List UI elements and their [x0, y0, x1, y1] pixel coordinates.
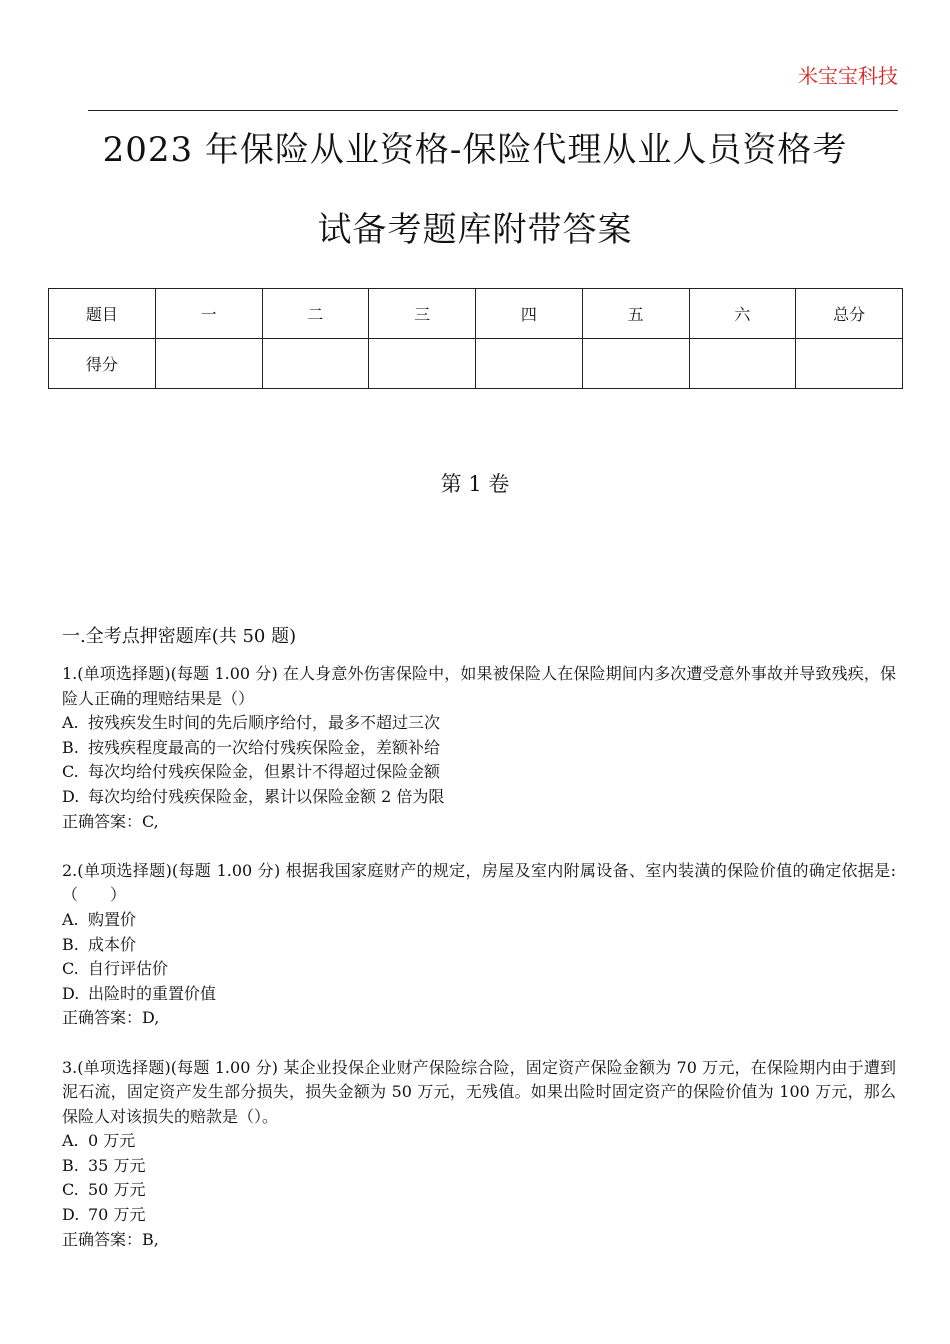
option-a: [62, 1129, 896, 1154]
option-text: 成本价: [88, 934, 137, 954]
volume-label: 第 1 卷: [440, 472, 510, 496]
option-c: [62, 760, 896, 785]
option-text: 每次均给付残疾保险金，但累计不得超过保险金额: [88, 762, 441, 782]
option-text: 按残疾发生时间的先后顺序给付，最多不超过三次: [88, 713, 441, 733]
correct-answer: 正确答案：B,: [62, 1229, 159, 1249]
question-stem: 1.(单项选择题)(每题 1.00 分) 在人身意外伤害保险中，如果被保险人在保险期间内多次遭受意外事故并导致残疾，保险人正确的理赔结果是（）: [62, 664, 896, 708]
brand-label: 米宝宝科技: [798, 64, 898, 88]
option-a: [62, 711, 896, 736]
score-table-header-row: [49, 289, 903, 339]
option-c: [62, 957, 896, 982]
option-c: [62, 1178, 896, 1203]
option-key: A.: [62, 1131, 79, 1151]
option-d: [62, 982, 896, 1007]
option-text: 每次均给付残疾保险金，累计以保险金额 2 倍为限: [88, 786, 445, 806]
option-key: A.: [62, 909, 79, 929]
option-text: 购置价: [88, 909, 137, 929]
score-header-cell: 题目: [49, 289, 156, 339]
score-value-cell: [155, 339, 262, 389]
option-d: [62, 1203, 896, 1228]
option-text: 按残疾程度最高的一次给付残疾保险金，差额补给: [88, 737, 441, 757]
option-key: D.: [62, 786, 80, 806]
title-line-2: 试备考题库附带答案: [317, 210, 633, 250]
score-value-cell: [476, 339, 583, 389]
option-b: [62, 1154, 896, 1179]
option-d: [62, 785, 896, 810]
option-a: [62, 908, 896, 933]
option-key: D.: [62, 983, 80, 1003]
option-text: 70 万元: [88, 1205, 146, 1225]
option-text: 自行评估价: [88, 959, 169, 979]
option-key: C.: [62, 1180, 79, 1200]
question-1: [62, 662, 896, 834]
correct-answer: 正确答案：C,: [62, 811, 159, 831]
question-2: [62, 859, 896, 1031]
option-key: C.: [62, 959, 79, 979]
score-value-cell: [582, 339, 689, 389]
option-key: B.: [62, 1155, 79, 1175]
option-b: [62, 933, 896, 958]
question-3: [62, 1056, 896, 1253]
option-key: D.: [62, 1205, 80, 1225]
score-row-label: 得分: [49, 339, 156, 389]
question-stem: 3.(单项选择题)(每题 1.00 分) 某企业投保企业财产保险综合险，固定资产保险金额为 70 万元，在保险期内由于遭到泥石流，固定资产发生部分损失，损失金额为 50 万元，无残值。如果出险时固定资产的保险价值为 100 万元，那么保险人对该损失的赔款是（）。: [62, 1057, 896, 1126]
score-table: [48, 288, 903, 389]
score-header-cell: 总分: [796, 289, 903, 339]
score-value-cell: [262, 339, 369, 389]
score-header-cell: 五: [582, 289, 689, 339]
score-value-cell: [796, 339, 903, 389]
document-title: [40, 110, 910, 270]
option-key: A.: [62, 713, 79, 733]
question-stem: 2.(单项选择题)(每题 1.00 分) 根据我国家庭财产的规定，房屋及室内附属设备、室内装潢的保险价值的确定依据是:（ ）: [62, 860, 896, 905]
option-b: [62, 736, 896, 761]
score-header-cell: 四: [476, 289, 583, 339]
option-key: B.: [62, 934, 79, 954]
score-header-cell: 三: [369, 289, 476, 339]
option-text: 0 万元: [88, 1131, 136, 1151]
option-text: 35 万元: [88, 1155, 146, 1175]
title-line-1: 2023 年保险从业资格-保险代理从业人员资格考: [102, 130, 848, 170]
option-text: 出险时的重置价值: [88, 983, 217, 1003]
score-header-cell: 二: [262, 289, 369, 339]
option-key: C.: [62, 762, 79, 782]
option-key: B.: [62, 737, 79, 757]
section-title: 一.全考点押密题库(共 50 题): [62, 626, 297, 647]
question-list: [62, 662, 896, 1277]
score-value-cell: [369, 339, 476, 389]
correct-answer: 正确答案：D,: [62, 1008, 160, 1028]
option-text: 50 万元: [88, 1180, 146, 1200]
score-table-value-row: [49, 339, 903, 389]
score-header-cell: 六: [689, 289, 796, 339]
score-value-cell: [689, 339, 796, 389]
score-header-cell: 一: [155, 289, 262, 339]
